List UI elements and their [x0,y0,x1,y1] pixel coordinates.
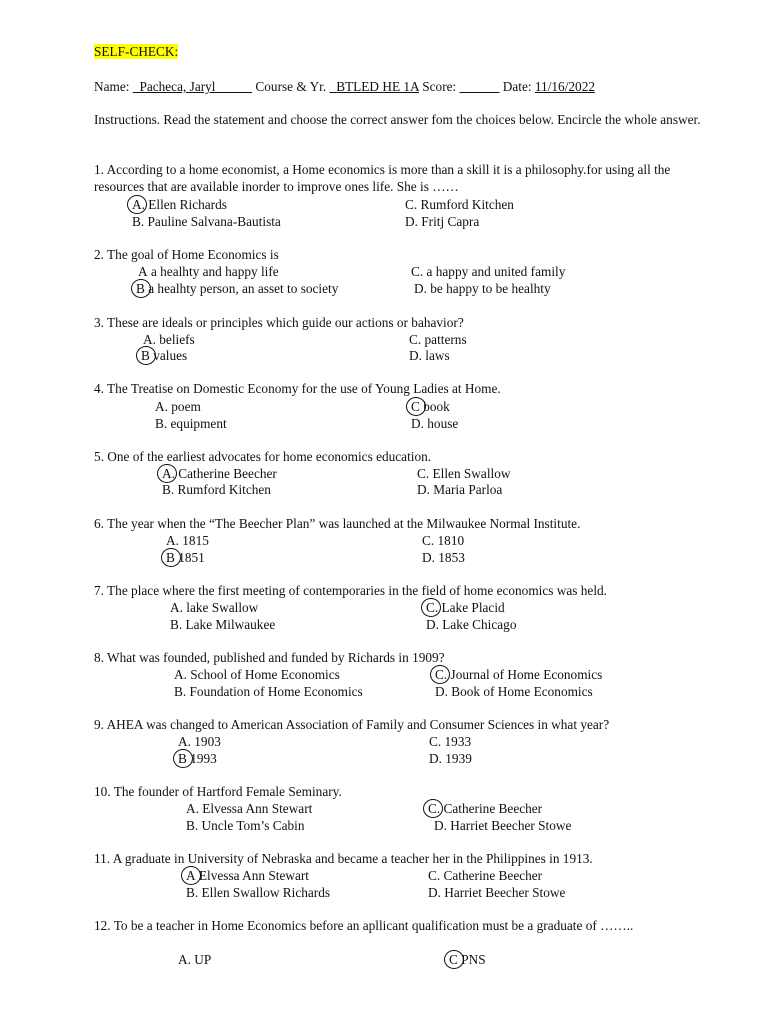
option-letter: A. [186,801,199,816]
option-letter: A [138,264,148,279]
option-text: 1851 [178,550,205,565]
course-value [330,79,419,94]
option-letter: C [411,399,420,414]
option-letter: B. [162,482,175,497]
option-letter: A. [162,466,175,481]
option-letter: D. [428,885,441,900]
question-6-option-a[interactable] [166,532,209,549]
option-letter: D. [422,550,435,565]
option-text: 1993 [190,751,217,766]
question-5-option-b[interactable] [162,481,271,498]
option-text: equipment [170,416,227,431]
option-text: Fritj Capra [421,214,480,229]
question-11-option-a[interactable] [186,867,309,884]
question-6-option-d[interactable] [422,549,465,566]
question-1-option-c[interactable] [405,196,514,213]
option-text: 1815 [182,533,209,548]
option-letter: C. [435,667,448,682]
option-letter: C. [422,533,435,548]
option-text: Lake Placid [441,600,505,615]
question-7-option-a[interactable] [170,599,258,616]
option-letter: D. [405,214,418,229]
option-letter: B. [132,214,145,229]
date-value: 11/16/2022 [534,79,595,94]
question-3-option-a[interactable] [143,331,195,348]
option-text: Catherine Beecher [178,466,277,481]
name-value [133,79,252,94]
option-text: Maria Parloa [433,482,503,497]
option-letter: A. [170,600,183,615]
option-letter: B. [174,684,187,699]
option-letter: C [449,952,458,967]
option-text: beliefs [159,332,195,347]
option-letter: A. [166,533,179,548]
question-8-option-a[interactable] [174,666,340,683]
question-2-option-a[interactable] [138,263,279,280]
option-text: be happy to be healhty [430,281,551,296]
option-text: lake Swallow [186,600,259,615]
question-7-option-c[interactable] [426,599,505,616]
option-text: Harriet Beecher Stowe [450,818,572,833]
question-3-option-d[interactable] [409,347,450,364]
option-text: Catherine Beecher [443,868,543,883]
option-letter: C. [428,868,441,883]
score-label: Score: [422,79,457,94]
option-letter: C. [429,734,442,749]
option-letter: D. [409,348,422,363]
option-text: poem [171,399,201,414]
question-4-text: 4. The Treatise on Domestic Economy for the use of Young Ladies at Home. [94,381,501,396]
question-3-text: 3. These are ideals or principles which guide our actions or bahavior? [94,315,464,330]
option-letter: B [178,751,187,766]
question-6-option-b[interactable] [166,549,205,566]
option-letter: A. [174,667,187,682]
question-6-option-c[interactable] [422,532,464,549]
question-5-option-a[interactable] [162,465,277,482]
option-letter: D. [411,416,424,431]
question-2-option-c[interactable] [411,263,565,280]
option-text: Pauline Salvana-Bautista [147,214,281,229]
option-text: 1933 [444,734,472,749]
question-9-option-b[interactable] [178,750,217,767]
option-letter: B [141,348,150,363]
question-10-option-d[interactable] [434,817,571,834]
question-7-text: 7. The place where the first meeting of contemporaries in the field of home economics was held. [94,583,607,598]
option-letter: D. [426,617,439,632]
option-text: School of Home Economics [190,667,340,682]
option-letter: C. [409,332,422,347]
question-12-option-c[interactable] [449,951,486,968]
self-check-title-text: SELF-CHECK: [94,44,179,59]
score-blank [460,79,500,94]
question-5-option-d[interactable] [417,481,502,498]
option-text: Lake Milwaukee [185,617,276,632]
option-letter: C. [405,197,418,212]
option-letter: C. [411,264,424,279]
option-text: Journal of Home Economics [450,667,603,682]
question-11-text: 11. A graduate in University of Nebraska and became a teacher her in the Philippines in 1913. [94,851,593,866]
question-7-option-d[interactable] [426,616,516,633]
option-text: 1903 [194,734,221,749]
option-letter: C. [428,801,441,816]
question-11-option-b[interactable] [186,884,330,901]
option-letter: C. [426,600,439,615]
question-1-option-b[interactable] [132,213,281,230]
question-10-option-b[interactable] [186,817,305,834]
course-label: Course & Yr. [255,79,327,94]
option-letter: A [186,868,196,883]
question-1-option-d[interactable] [405,213,479,230]
question-4-option-a[interactable] [155,398,201,415]
option-text: values [153,348,188,363]
option-text: Elvessa Ann Stewart [198,868,309,883]
option-text: Harriet Beecher Stowe [444,885,566,900]
option-text: 1810 [437,533,465,548]
option-letter: B. [186,818,199,833]
name-label: Name: [94,79,130,94]
option-text: Ellen Richards [148,197,227,212]
option-text: laws [425,348,450,363]
date-label: Date: [502,79,532,94]
question-1-text: 1. According to a home economist, a Home economics is more than a skill it is a philosophy.for using all the resources that are available inorder to improve ones life. She is …… [94,162,671,194]
option-letter: A. [132,197,145,212]
option-letter: C. [417,466,430,481]
name-value-text: Pacheca, Jaryl [139,79,216,94]
option-text: Book of Home Economics [451,684,593,699]
option-letter: A. [178,734,191,749]
option-letter: A. [143,332,156,347]
question-10-text: 10. The founder of Hartford Female Seminary. [94,784,342,799]
question-9-option-d[interactable] [429,750,472,767]
question-9-option-c[interactable] [429,733,471,750]
question-4-option-d[interactable] [411,415,458,432]
option-text: PNS [461,952,486,967]
option-text: patterns [424,332,467,347]
question-8-option-b[interactable] [174,683,363,700]
option-letter: B [136,281,145,296]
question-7-option-b[interactable] [170,616,275,633]
question-10-option-a[interactable] [186,800,312,817]
option-text: book [423,399,450,414]
question-8-option-d[interactable] [435,683,593,700]
option-letter: A. [178,952,191,967]
question-8-option-c[interactable] [435,666,602,683]
option-letter: D. [417,482,430,497]
option-text: Ellen Swallow [432,466,511,481]
question-5-option-c[interactable] [417,465,510,482]
question-8-text: 8. What was founded, published and funded by Richards in 1909? [94,650,445,665]
option-text: Elvessa Ann Stewart [202,801,313,816]
course-value-text: BTLED HE 1A [336,79,419,94]
option-text: a healhty and happy life [150,264,279,279]
question-2-option-b[interactable] [136,280,338,297]
question-5-text: 5. One of the earliest advocates for home economics education. [94,449,432,464]
option-letter: D. [434,818,447,833]
option-text: house [427,416,459,431]
option-text: Rumford Kitchen [420,197,514,212]
option-text: UP [194,952,212,967]
question-4-option-c[interactable] [411,398,450,415]
option-letter: B [166,550,175,565]
option-letter: B. [155,416,168,431]
option-text: Uncle Tom’s Cabin [201,818,305,833]
question-3-option-b[interactable] [141,347,187,364]
option-letter: D. [435,684,448,699]
instructions: Instructions. Read the statement and choose the correct answer fom the choices below. Encircle the whole answer. [94,112,701,127]
question-9-text: 9. AHEA was changed to American Association of Family and Consumer Sciences in what year? [94,717,610,732]
option-text: 1939 [445,751,472,766]
question-2-text: 2. The goal of Home Economics is [94,247,279,262]
self-check-title [94,43,178,60]
question-9-option-a[interactable] [178,733,221,750]
option-text: Lake Chicago [442,617,517,632]
question-12-option-a[interactable] [178,951,211,968]
option-letter: D. [429,751,442,766]
option-text: Catherine Beecher [443,801,543,816]
option-text: Foundation of Home Economics [189,684,363,699]
option-letter: D. [414,281,427,296]
option-letter: A. [155,399,168,414]
option-text: Ellen Swallow Richards [201,885,331,900]
option-text: a healhty person, an asset to society [148,281,339,296]
option-letter: B. [170,617,183,632]
question-11-option-c[interactable] [428,867,542,884]
option-text: Rumford Kitchen [177,482,271,497]
question-3-option-c[interactable] [409,331,467,348]
student-info-line [94,78,595,95]
option-text: a happy and united family [426,264,566,279]
question-11-option-d[interactable] [428,884,565,901]
question-2-option-d[interactable] [414,280,551,297]
option-text: 1853 [438,550,465,565]
question-6-text: 6. The year when the “The Beecher Plan” was launched at the Milwaukee Normal Institute. [94,516,581,531]
question-4-option-b[interactable] [155,415,227,432]
question-1-option-a[interactable] [132,196,227,213]
question-10-option-c[interactable] [428,800,542,817]
option-letter: B. [186,885,199,900]
question-12-text: 12. To be a teacher in Home Economics before an apllicant qualification must be a graduate of …….. [94,918,634,933]
